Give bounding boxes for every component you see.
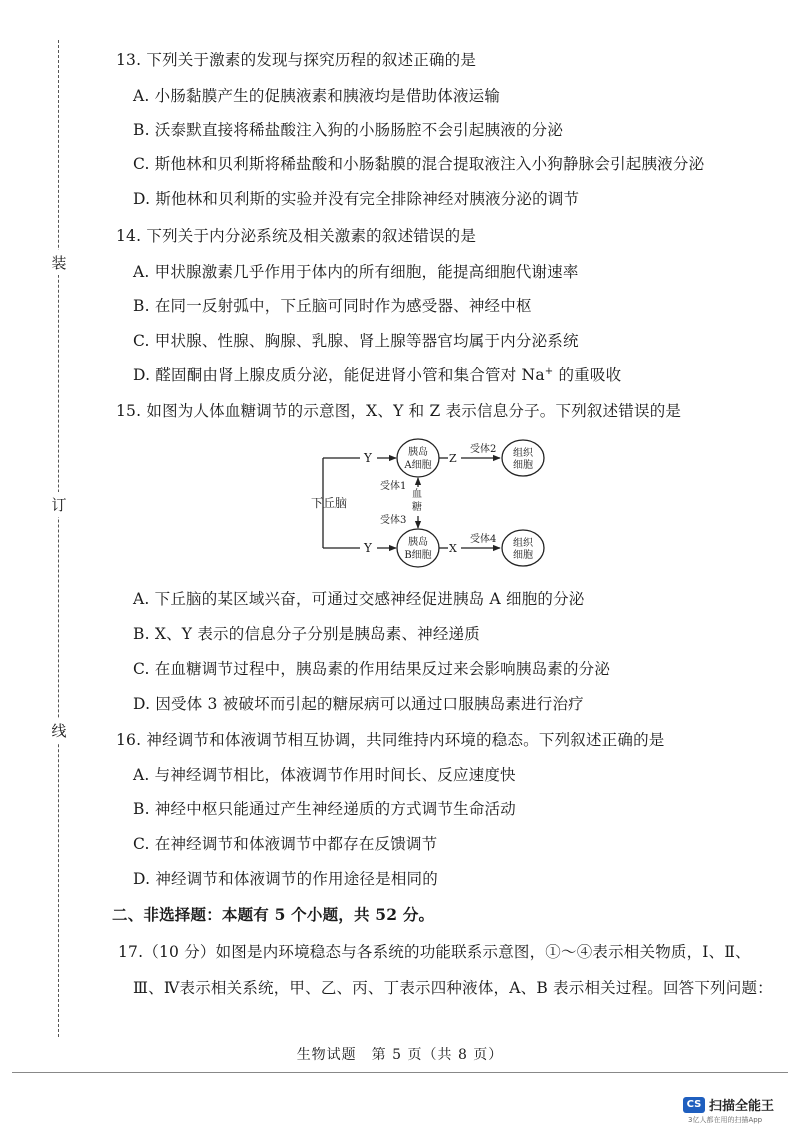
question-14-option-c: C. 甲状腺、性腺、胸腺、乳腺、肾上腺等器官均属于内分泌系统 <box>133 332 579 350</box>
sodium-charge-superscript: + <box>544 365 554 377</box>
question-17-line-1: 17.（10 分）如图是内环境稳态与各系统的功能联系示意图，①～④表示相关物质，Ⅰ、Ⅱ、 <box>118 943 751 961</box>
islet-b-label-2: B细胞 <box>404 550 432 561</box>
question-13-option-d: D. 斯他林和贝利斯的实验并没有完全排除神经对胰液分泌的调节 <box>133 190 580 208</box>
hypothalamus-label: 下丘脑 <box>311 496 348 510</box>
receptor-3-label: 受体3 <box>380 515 407 526</box>
tissue-bottom-label-1: 组织 <box>513 538 533 549</box>
question-14-stem: 14. 下列关于内分泌系统及相关激素的叙述错误的是 <box>116 227 477 245</box>
question-15-option-d: D. 因受体 3 被破坏而引起的糖尿病可以通过口服胰岛素进行治疗 <box>133 695 584 713</box>
question-15-option-a: A. 下丘脑的某区域兴奋，可通过交感神经促进胰岛 A 细胞的分泌 <box>133 590 585 608</box>
z-label: Z <box>449 452 457 465</box>
question-17-line-2: Ⅲ、Ⅳ表示相关系统，甲、乙、丙、丁表示四种液体，A、B 表示相关过程。回答下列问题： <box>133 979 773 997</box>
question-13-stem: 13. 下列关于激素的发现与探究历程的叙述正确的是 <box>116 51 477 69</box>
footer-divider <box>12 1072 788 1073</box>
page-footer: 生物试题 第 5 页（共 8 页） <box>296 1047 504 1063</box>
blood-sugar-label-2: 糖 <box>412 502 422 513</box>
question-13-option-b: B. 沃泰默直接将稀盐酸注入狗的小肠肠腔不会引起胰液的分泌 <box>133 121 564 139</box>
question-15-option-b: B. X、Y 表示的信息分子分别是胰岛素、神经递质 <box>133 625 480 643</box>
islet-a-label-1: 胰岛 <box>408 447 428 458</box>
blood-sugar-label-1: 血 <box>412 489 422 500</box>
question-13-option-a: A. 小肠黏膜产生的促胰液素和胰液均是借助体液运输 <box>133 87 501 105</box>
question-14-option-d-tail: 的重吸收 <box>553 366 622 384</box>
question-16-option-c: C. 在神经调节和体液调节中都存在反馈调节 <box>133 835 438 853</box>
y-top-label: Y <box>364 451 372 465</box>
question-14-option-d <box>133 363 621 385</box>
tissue-cell-bottom-circle <box>502 530 544 566</box>
receptor-1-label: 受体1 <box>380 481 407 492</box>
section-2-heading: 二、非选择题：本题有 5 个小题，共 52 分。 <box>112 905 435 924</box>
question-15-option-c: C. 在血糖调节过程中，胰岛素的作用结果反过来会影响胰岛素的分泌 <box>133 660 611 678</box>
question-16-option-b: B. 神经中枢只能通过产生神经递质的方式调节生命活动 <box>133 800 516 818</box>
question-13-option-c: C. 斯他林和贝利斯将稀盐酸和小肠黏膜的混合提取液注入小狗静脉会引起胰液分泌 <box>133 155 705 173</box>
question-14-option-d-text: D. 醛固酮由肾上腺皮质分泌，能促进肾小管和集合管对 Na <box>133 366 545 384</box>
islet-b-label-1: 胰岛 <box>408 537 428 548</box>
islet-b-cell-circle <box>397 529 439 567</box>
scanner-app-name: 扫描全能王 <box>709 1099 775 1114</box>
question-14-option-b: B. 在同一反射弧中，下丘脑可同时作为感受器、神经中枢 <box>133 297 532 315</box>
scanner-tagline: 3亿人都在用的扫描App <box>688 1116 763 1124</box>
question-16-option-a: A. 与神经调节相比，体液调节作用时间长、反应速度快 <box>133 766 516 784</box>
binding-dashed-line <box>58 40 59 1037</box>
x-label: X <box>449 542 457 555</box>
binding-mark-ding: 订 <box>50 492 68 517</box>
y-bottom-label: Y <box>364 541 372 555</box>
binding-mark-xian: 线 <box>50 718 68 743</box>
receptor-2-label: 受体2 <box>470 444 497 455</box>
receptor-4-label: 受体4 <box>470 534 497 545</box>
binding-mark-zhuang: 装 <box>50 250 68 275</box>
question-14-option-a: A. 甲状腺激素几乎作用于体内的所有细胞，能提高细胞代谢速率 <box>133 263 579 281</box>
question-16-stem: 16. 神经调节和体液调节相互协调，共同维持内环境的稳态。下列叙述正确的是 <box>116 731 665 749</box>
question-16-option-d: D. 神经调节和体液调节的作用途径是相同的 <box>133 870 438 888</box>
question-15-stem: 15. 如图为人体血糖调节的示意图，X、Y 和 Z 表示信息分子。下列叙述错误的是 <box>116 402 682 420</box>
scanner-logo-icon: CS <box>683 1097 705 1113</box>
islet-a-label-2: A细胞 <box>404 460 432 471</box>
tissue-top-label-2: 细胞 <box>513 460 533 471</box>
tissue-cell-top-circle <box>502 440 544 476</box>
islet-a-cell-circle <box>397 439 439 477</box>
tissue-bottom-label-2: 细胞 <box>513 550 533 561</box>
scanner-watermark <box>683 1095 774 1114</box>
tissue-top-label-1: 组织 <box>513 448 533 459</box>
